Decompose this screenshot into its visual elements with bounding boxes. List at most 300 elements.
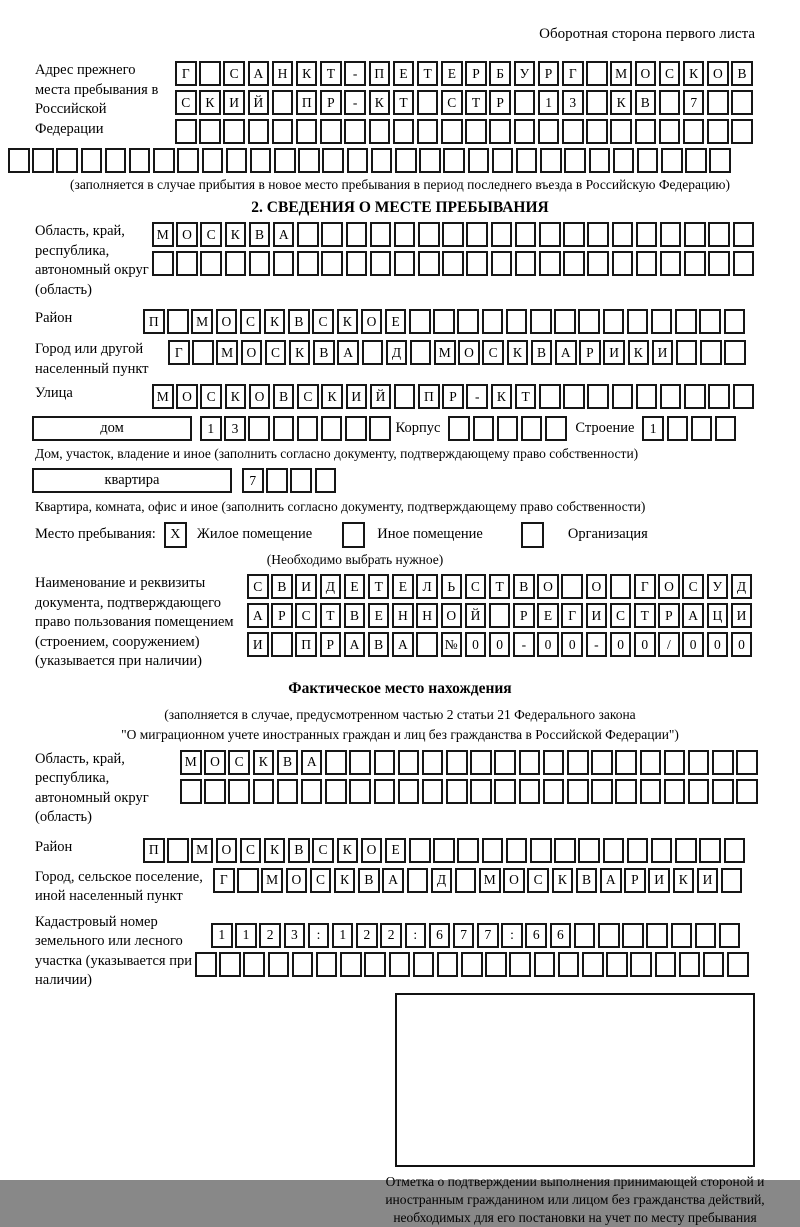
char-box[interactable] <box>700 340 722 365</box>
char-box[interactable] <box>530 309 552 334</box>
char-box[interactable]: К <box>199 90 221 115</box>
char-box[interactable] <box>636 251 658 276</box>
char-box[interactable]: Т <box>393 90 415 115</box>
char-box[interactable] <box>719 923 741 948</box>
char-box[interactable] <box>603 838 625 863</box>
char-box[interactable] <box>615 779 637 804</box>
char-box[interactable]: У <box>707 574 729 599</box>
char-box[interactable]: А <box>247 603 269 628</box>
char-box[interactable] <box>457 309 479 334</box>
char-box[interactable] <box>664 779 686 804</box>
char-box[interactable] <box>736 779 758 804</box>
char-box[interactable]: С <box>223 61 245 86</box>
char-box[interactable]: Г <box>562 61 584 86</box>
char-box[interactable] <box>586 90 608 115</box>
char-box[interactable]: М <box>191 838 213 863</box>
char-box[interactable]: Г <box>175 61 197 86</box>
char-box[interactable] <box>627 838 649 863</box>
char-box[interactable] <box>660 384 682 409</box>
char-box[interactable] <box>248 119 270 144</box>
char-box[interactable]: К <box>628 340 650 365</box>
char-box[interactable]: В <box>576 868 598 893</box>
char-box[interactable]: А <box>337 340 359 365</box>
char-box[interactable]: В <box>271 574 293 599</box>
char-box[interactable]: А <box>555 340 577 365</box>
char-box[interactable] <box>688 779 710 804</box>
char-box[interactable]: С <box>441 90 463 115</box>
char-box[interactable] <box>417 90 439 115</box>
char-box[interactable]: Е <box>393 61 415 86</box>
char-box[interactable] <box>567 750 589 775</box>
char-box[interactable] <box>374 779 396 804</box>
char-box[interactable]: В <box>313 340 335 365</box>
char-box[interactable] <box>418 251 440 276</box>
char-box[interactable]: 0 <box>707 632 729 657</box>
char-box[interactable]: Т <box>634 603 656 628</box>
char-box[interactable] <box>574 923 596 948</box>
char-box[interactable] <box>591 750 613 775</box>
char-box[interactable]: - <box>513 632 535 657</box>
char-box[interactable] <box>225 251 247 276</box>
char-box[interactable] <box>32 148 54 173</box>
char-box[interactable] <box>492 148 514 173</box>
char-box[interactable]: П <box>295 632 317 657</box>
char-box[interactable]: - <box>466 384 488 409</box>
char-box[interactable] <box>433 838 455 863</box>
char-box[interactable] <box>292 952 314 977</box>
char-box[interactable]: Т <box>320 61 342 86</box>
char-box[interactable] <box>167 309 189 334</box>
char-box[interactable]: О <box>249 384 271 409</box>
char-box[interactable] <box>675 838 697 863</box>
char-box[interactable] <box>636 222 658 247</box>
char-box[interactable] <box>497 416 519 441</box>
char-box[interactable]: А <box>392 632 414 657</box>
char-box[interactable] <box>685 148 707 173</box>
char-box[interactable] <box>514 90 536 115</box>
char-box[interactable]: К <box>337 309 359 334</box>
char-box[interactable] <box>521 416 543 441</box>
char-box[interactable]: И <box>346 384 368 409</box>
char-box[interactable]: № <box>441 632 463 657</box>
char-box[interactable]: О <box>216 838 238 863</box>
char-box[interactable] <box>543 779 565 804</box>
char-box[interactable] <box>273 251 295 276</box>
char-box[interactable] <box>253 779 275 804</box>
char-box[interactable] <box>266 468 288 493</box>
char-box[interactable]: И <box>697 868 719 893</box>
char-box[interactable] <box>277 779 299 804</box>
char-box[interactable]: 7 <box>477 923 499 948</box>
char-box[interactable]: Ц <box>707 603 729 628</box>
char-box[interactable] <box>470 750 492 775</box>
char-box[interactable] <box>519 750 541 775</box>
char-box[interactable]: О <box>176 384 198 409</box>
char-box[interactable] <box>562 119 584 144</box>
char-box[interactable] <box>688 750 710 775</box>
char-box[interactable] <box>659 119 681 144</box>
char-box[interactable]: О <box>503 868 525 893</box>
char-box[interactable] <box>409 309 431 334</box>
char-box[interactable] <box>364 952 386 977</box>
char-box[interactable]: Р <box>538 61 560 86</box>
char-box[interactable] <box>613 148 635 173</box>
char-box[interactable]: К <box>610 90 632 115</box>
char-box[interactable]: Р <box>465 61 487 86</box>
char-box[interactable] <box>321 222 343 247</box>
char-box[interactable] <box>586 119 608 144</box>
char-box[interactable] <box>369 416 391 441</box>
char-box[interactable] <box>506 309 528 334</box>
char-box[interactable]: Г <box>561 603 583 628</box>
char-box[interactable] <box>587 384 609 409</box>
char-box[interactable] <box>586 61 608 86</box>
char-box[interactable] <box>482 309 504 334</box>
char-box[interactable]: 1 <box>538 90 560 115</box>
char-box[interactable] <box>296 119 318 144</box>
char-box[interactable] <box>709 148 731 173</box>
char-box[interactable]: 6 <box>429 923 451 948</box>
char-box[interactable]: У <box>514 61 536 86</box>
char-box[interactable] <box>724 309 746 334</box>
char-box[interactable]: И <box>247 632 269 657</box>
char-box[interactable]: О <box>286 868 308 893</box>
char-box[interactable]: К <box>321 384 343 409</box>
char-box[interactable] <box>175 119 197 144</box>
char-box[interactable]: О <box>658 574 680 599</box>
char-box[interactable] <box>539 384 561 409</box>
char-box[interactable]: К <box>264 309 286 334</box>
char-box[interactable] <box>715 416 737 441</box>
char-box[interactable] <box>413 952 435 977</box>
char-box[interactable]: 6 <box>550 923 572 948</box>
char-box[interactable]: С <box>527 868 549 893</box>
char-box[interactable]: К <box>337 838 359 863</box>
char-box[interactable] <box>200 251 222 276</box>
char-box[interactable] <box>466 251 488 276</box>
char-box[interactable] <box>374 750 396 775</box>
char-box[interactable]: В <box>358 868 380 893</box>
char-box[interactable]: Р <box>442 384 464 409</box>
char-box[interactable]: С <box>482 340 504 365</box>
char-box[interactable] <box>630 952 652 977</box>
char-box[interactable] <box>167 838 189 863</box>
char-box[interactable]: Е <box>441 61 463 86</box>
char-box[interactable]: Т <box>515 384 537 409</box>
char-box[interactable] <box>369 119 391 144</box>
char-box[interactable]: К <box>264 838 286 863</box>
char-box[interactable] <box>703 952 725 977</box>
char-box[interactable]: И <box>731 603 753 628</box>
char-box[interactable] <box>646 923 668 948</box>
char-box[interactable]: С <box>265 340 287 365</box>
char-box[interactable] <box>455 868 477 893</box>
char-box[interactable] <box>297 416 319 441</box>
char-box[interactable]: Р <box>624 868 646 893</box>
char-box[interactable]: Й <box>248 90 270 115</box>
char-box[interactable] <box>470 779 492 804</box>
char-box[interactable]: В <box>344 603 366 628</box>
char-box[interactable]: К <box>296 61 318 86</box>
char-box[interactable]: Е <box>368 603 390 628</box>
char-box[interactable] <box>199 61 221 86</box>
char-box[interactable]: К <box>491 384 513 409</box>
char-box[interactable]: В <box>288 309 310 334</box>
char-box[interactable] <box>567 779 589 804</box>
char-box[interactable]: В <box>513 574 535 599</box>
char-box[interactable] <box>237 868 259 893</box>
char-box[interactable]: В <box>277 750 299 775</box>
char-box[interactable] <box>398 779 420 804</box>
char-box[interactable]: А <box>273 222 295 247</box>
char-box[interactable] <box>433 309 455 334</box>
char-box[interactable]: В <box>249 222 271 247</box>
char-box[interactable] <box>417 119 439 144</box>
char-box[interactable] <box>707 119 729 144</box>
char-box[interactable] <box>578 838 600 863</box>
char-box[interactable] <box>708 222 730 247</box>
char-box[interactable]: Л <box>416 574 438 599</box>
char-box[interactable] <box>290 468 312 493</box>
char-box[interactable] <box>514 119 536 144</box>
char-box[interactable] <box>554 309 576 334</box>
char-box[interactable]: В <box>635 90 657 115</box>
char-box[interactable] <box>349 750 371 775</box>
char-box[interactable] <box>589 148 611 173</box>
char-box[interactable]: В <box>731 61 753 86</box>
char-box[interactable]: 0 <box>465 632 487 657</box>
char-box[interactable] <box>228 779 250 804</box>
char-box[interactable] <box>273 416 295 441</box>
char-box[interactable] <box>298 148 320 173</box>
char-box[interactable]: И <box>295 574 317 599</box>
char-box[interactable]: 3 <box>284 923 306 948</box>
char-box[interactable]: С <box>610 603 632 628</box>
char-box[interactable] <box>651 838 673 863</box>
char-box[interactable] <box>347 148 369 173</box>
char-box[interactable]: С <box>312 309 334 334</box>
char-box[interactable]: Ь <box>441 574 463 599</box>
char-box[interactable]: О <box>458 340 480 365</box>
char-box[interactable] <box>465 119 487 144</box>
checkbox-residential[interactable]: X <box>164 522 187 548</box>
char-box[interactable] <box>671 923 693 948</box>
char-box[interactable] <box>509 952 531 977</box>
char-box[interactable] <box>202 148 224 173</box>
char-box[interactable] <box>407 868 429 893</box>
char-box[interactable] <box>315 468 337 493</box>
char-box[interactable] <box>612 251 634 276</box>
char-box[interactable]: Р <box>513 603 535 628</box>
char-box[interactable] <box>468 148 490 173</box>
char-box[interactable]: - <box>344 90 366 115</box>
char-box[interactable] <box>180 779 202 804</box>
char-box[interactable] <box>591 779 613 804</box>
char-box[interactable] <box>724 340 746 365</box>
char-box[interactable] <box>443 148 465 173</box>
char-box[interactable]: Е <box>385 309 407 334</box>
char-box[interactable] <box>712 779 734 804</box>
char-box[interactable]: И <box>648 868 670 893</box>
char-box[interactable]: 0 <box>634 632 656 657</box>
char-box[interactable] <box>731 90 753 115</box>
char-box[interactable]: С <box>247 574 269 599</box>
char-box[interactable] <box>612 384 634 409</box>
char-box[interactable] <box>272 119 294 144</box>
char-box[interactable]: 3 <box>562 90 584 115</box>
char-box[interactable]: И <box>223 90 245 115</box>
char-box[interactable]: Е <box>392 574 414 599</box>
char-box[interactable] <box>195 952 217 977</box>
char-box[interactable]: 7 <box>242 468 264 493</box>
char-box[interactable]: 6 <box>525 923 547 948</box>
char-box[interactable] <box>708 251 730 276</box>
char-box[interactable] <box>422 750 444 775</box>
char-box[interactable]: : <box>308 923 330 948</box>
char-box[interactable] <box>679 952 701 977</box>
char-box[interactable]: Г <box>168 340 190 365</box>
char-box[interactable]: 2 <box>259 923 281 948</box>
char-box[interactable]: Б <box>489 61 511 86</box>
char-box[interactable] <box>627 309 649 334</box>
char-box[interactable] <box>545 416 567 441</box>
char-box[interactable]: Д <box>431 868 453 893</box>
char-box[interactable]: Е <box>385 838 407 863</box>
char-box[interactable] <box>461 952 483 977</box>
char-box[interactable]: Н <box>416 603 438 628</box>
char-box[interactable]: О <box>441 603 463 628</box>
char-box[interactable]: Р <box>658 603 680 628</box>
char-box[interactable]: Р <box>320 90 342 115</box>
char-box[interactable]: О <box>176 222 198 247</box>
char-box[interactable] <box>494 750 516 775</box>
char-box[interactable] <box>538 119 560 144</box>
char-box[interactable] <box>321 416 343 441</box>
char-box[interactable] <box>56 148 78 173</box>
char-box[interactable]: И <box>586 603 608 628</box>
char-box[interactable] <box>410 340 432 365</box>
char-box[interactable] <box>664 750 686 775</box>
char-box[interactable]: Н <box>272 61 294 86</box>
char-box[interactable]: В <box>368 632 390 657</box>
char-box[interactable] <box>563 222 585 247</box>
char-box[interactable] <box>659 90 681 115</box>
char-box[interactable] <box>442 222 464 247</box>
char-box[interactable]: 0 <box>489 632 511 657</box>
char-box[interactable]: Е <box>537 603 559 628</box>
char-box[interactable]: Д <box>386 340 408 365</box>
char-box[interactable] <box>153 148 175 173</box>
char-box[interactable]: Т <box>489 574 511 599</box>
char-box[interactable] <box>249 251 271 276</box>
char-box[interactable]: И <box>652 340 674 365</box>
char-box[interactable] <box>660 222 682 247</box>
char-box[interactable] <box>485 952 507 977</box>
char-box[interactable]: Г <box>634 574 656 599</box>
char-box[interactable] <box>636 384 658 409</box>
char-box[interactable] <box>587 251 609 276</box>
char-box[interactable]: : <box>501 923 523 948</box>
char-box[interactable] <box>610 574 632 599</box>
char-box[interactable] <box>724 838 746 863</box>
char-box[interactable] <box>651 309 673 334</box>
char-box[interactable] <box>612 222 634 247</box>
char-box[interactable]: Р <box>271 603 293 628</box>
char-box[interactable]: А <box>344 632 366 657</box>
char-box[interactable]: М <box>191 309 213 334</box>
char-box[interactable] <box>394 384 416 409</box>
char-box[interactable] <box>243 952 265 977</box>
char-box[interactable] <box>297 251 319 276</box>
char-box[interactable] <box>519 779 541 804</box>
char-box[interactable] <box>516 148 538 173</box>
char-box[interactable] <box>345 416 367 441</box>
char-box[interactable]: А <box>382 868 404 893</box>
char-box[interactable] <box>393 119 415 144</box>
char-box[interactable] <box>346 251 368 276</box>
char-box[interactable] <box>582 952 604 977</box>
char-box[interactable]: К <box>253 750 275 775</box>
char-box[interactable]: С <box>310 868 332 893</box>
char-box[interactable]: 0 <box>731 632 753 657</box>
char-box[interactable]: О <box>361 838 383 863</box>
char-box[interactable] <box>610 119 632 144</box>
char-box[interactable] <box>683 119 705 144</box>
char-box[interactable]: Н <box>392 603 414 628</box>
char-box[interactable] <box>727 952 749 977</box>
char-box[interactable] <box>635 119 657 144</box>
char-box[interactable]: 3 <box>224 416 246 441</box>
char-box[interactable] <box>491 222 513 247</box>
char-box[interactable]: 7 <box>453 923 475 948</box>
char-box[interactable] <box>543 750 565 775</box>
char-box[interactable]: О <box>361 309 383 334</box>
char-box[interactable]: К <box>334 868 356 893</box>
char-box[interactable]: А <box>600 868 622 893</box>
char-box[interactable] <box>539 251 561 276</box>
char-box[interactable]: П <box>143 838 165 863</box>
char-box[interactable]: 1 <box>332 923 354 948</box>
char-box[interactable]: П <box>143 309 165 334</box>
char-box[interactable] <box>660 251 682 276</box>
char-box[interactable] <box>177 148 199 173</box>
char-box[interactable] <box>540 148 562 173</box>
char-box[interactable] <box>563 384 585 409</box>
char-box[interactable] <box>362 340 384 365</box>
char-box[interactable] <box>695 923 717 948</box>
char-box[interactable] <box>598 923 620 948</box>
char-box[interactable]: К <box>225 384 247 409</box>
char-box[interactable] <box>346 222 368 247</box>
char-box[interactable] <box>448 416 470 441</box>
char-box[interactable] <box>578 309 600 334</box>
char-box[interactable] <box>394 222 416 247</box>
char-box[interactable] <box>640 750 662 775</box>
char-box[interactable] <box>534 952 556 977</box>
char-box[interactable] <box>176 251 198 276</box>
char-box[interactable] <box>606 952 628 977</box>
char-box[interactable] <box>482 838 504 863</box>
char-box[interactable]: О <box>241 340 263 365</box>
char-box[interactable] <box>199 119 221 144</box>
char-box[interactable]: О <box>216 309 238 334</box>
char-box[interactable] <box>494 779 516 804</box>
char-box[interactable] <box>274 148 296 173</box>
char-box[interactable]: Г <box>213 868 235 893</box>
char-box[interactable]: 0 <box>682 632 704 657</box>
char-box[interactable]: С <box>659 61 681 86</box>
char-box[interactable]: С <box>240 309 262 334</box>
